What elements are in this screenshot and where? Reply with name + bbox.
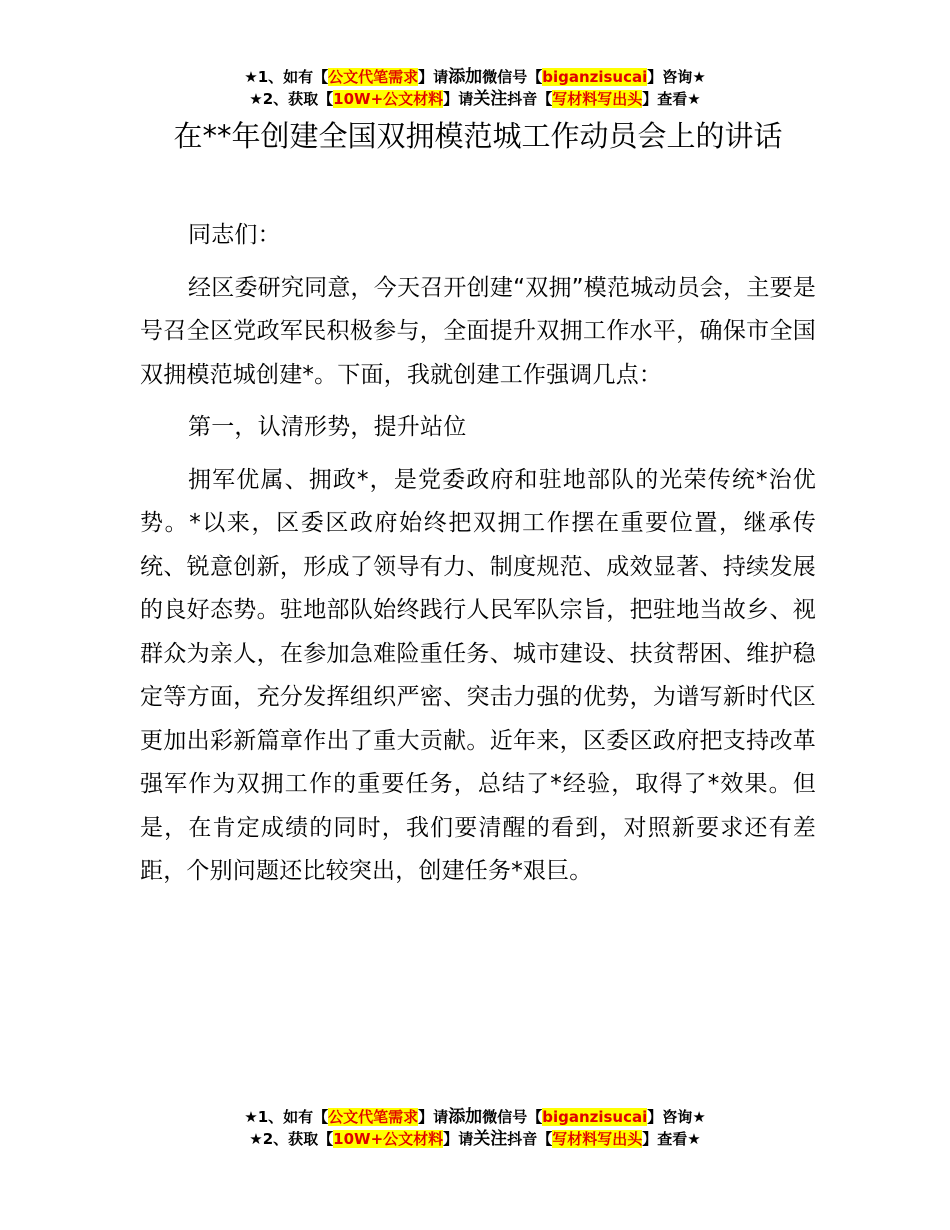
promo-wechat-id: biganzisucai [542,68,648,86]
bracket: 【 [537,90,553,108]
bracket: 【 [527,1108,543,1126]
promo-text: 1、如有 [257,68,314,86]
paragraph: 经区委研究同意，今天召开创建“双拥”模范城动员会，主要是号召全区党政军民积极参与，全面提升双拥工作水平，确保市全国双拥模范城创建*。下面，我就创建工作强调几点： [140,274,816,388]
promo-line-2 [0,88,950,110]
star-icon: ★ [249,90,263,108]
bracket: 【 [318,90,334,108]
promo-highlight: 写材料写出头 [552,90,643,108]
bracket: 【 [313,68,329,86]
promo-text: 请 [458,90,474,108]
promo-text: 抖音 [507,1130,538,1148]
promo-text: 查看 [657,90,688,108]
promo-text: 咨询 [662,68,693,86]
document-title: 在**年创建全国双拥模范城工作动员会上的讲话 [173,119,783,153]
footer-promo [0,1106,950,1150]
promo-text: 1、如有 [257,1108,314,1126]
promo-emphasis: 关注 [473,89,508,109]
promo-highlight: 写材料写出头 [552,1130,643,1148]
promo-text: 2、获取 [262,90,319,108]
promo-text: 2、获取 [262,1130,319,1148]
bracket: 【 [313,1108,329,1126]
paragraph: 拥军优属、拥政*，是党委政府和驻地部队的光荣传统*治优势。*以来，区委区政府始终把双拥工作摆在重要位置，继承传统、锐意创新，形成了领导有力、制度规范、成效显著、持续发展的良好态势。驻地部队始终践行人民军队宗旨，把驻地当故乡、视群众为亲人，在参加急难险重任务、城市建设、扶贫帮困、维护稳定等方面，充分发挥组织严密、突击力强的优势，为谱写新时代区更加出彩新篇章作出了重大贡献。近年来，区委区政府把支持改革强军作为双拥工作的重要任务，总结了*经验，取得了*效果。但是，在肯定成绩的同时，我们要清醒的看到，对照新要求还有差距，个别问题还比较突出，创建任务*艰巨。 [140,466,816,884]
promo-highlight: 公文代笔需求 [328,1108,419,1126]
bracket: 】 [418,68,434,86]
bracket: 】 [418,1108,434,1126]
bracket: 】 [642,1130,658,1148]
bracket: 】 [443,90,459,108]
bracket: 【 [318,1130,334,1148]
section-heading: 第一，认清形势，提升站位 [188,414,467,440]
promo-line-2 [0,1128,950,1150]
promo-highlight: 公文代笔需求 [328,68,419,86]
promo-line-1 [0,1106,950,1128]
promo-text: 咨询 [662,1108,693,1126]
promo-text: 抖音 [507,90,538,108]
bracket: 】 [647,68,663,86]
star-icon: ★ [244,1108,258,1126]
promo-text: 微信号 [482,1108,528,1126]
bracket: 】 [647,1108,663,1126]
promo-emphasis: 关注 [473,1129,508,1149]
promo-text: 查看 [657,1130,688,1148]
promo-text: 微信号 [482,68,528,86]
star-icon: ★ [692,1108,706,1126]
promo-highlight: 10W+公文材料 [333,90,444,108]
promo-line-1 [0,66,950,88]
bracket: 】 [642,90,658,108]
document-body [140,214,816,903]
bracket: 【 [537,1130,553,1148]
bracket: 【 [527,68,543,86]
salutation: 同志们： [188,222,281,248]
promo-wechat-id: biganzisucai [542,1108,648,1126]
star-icon: ★ [249,1130,263,1148]
star-icon: ★ [692,68,706,86]
bracket: 】 [443,1130,459,1148]
promo-emphasis: 添加 [448,67,483,87]
star-icon: ★ [244,68,258,86]
promo-highlight: 10W+公文材料 [333,1130,444,1148]
star-icon: ★ [687,1130,701,1148]
promo-text: 请 [433,1108,449,1126]
promo-emphasis: 添加 [448,1107,483,1127]
promo-text: 请 [433,68,449,86]
header-promo [0,66,950,110]
star-icon: ★ [687,90,701,108]
promo-text: 请 [458,1130,474,1148]
